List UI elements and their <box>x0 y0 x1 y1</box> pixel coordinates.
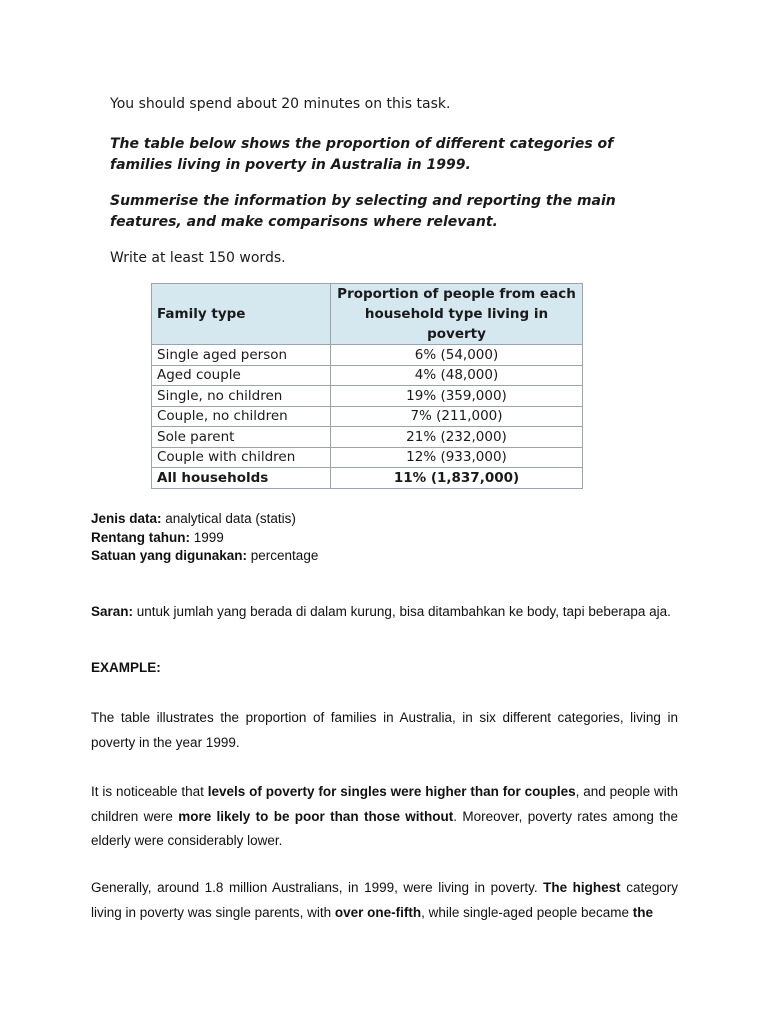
saran-label: Saran: <box>91 604 134 619</box>
table-row <box>152 365 583 386</box>
header-family-type: Family type <box>152 284 331 345</box>
rentang-tahun-label: Rentang tahun: <box>91 529 190 545</box>
task-intro: You should spend about 20 minutes on this task. <box>110 96 451 112</box>
table-total-row <box>152 468 583 489</box>
task-prompt: The table below shows the proportion of different categories of families living in poverty in Australia in 1999. <box>110 136 614 173</box>
bold-run: over one-fifth <box>334 904 422 920</box>
satuan-line <box>91 547 318 566</box>
saran-text: untuk jumlah yang berada di dalam kurung, bisa ditambahkan ke body, tapi beberapa aja. <box>133 604 671 619</box>
bold-run: The highest <box>543 880 621 895</box>
example-paragraph-3 <box>91 876 678 925</box>
text-run: . Moreover, poverty rates among the elderly were considerably lower. <box>91 808 679 848</box>
example-heading: EXAMPLE: <box>91 660 161 675</box>
text-run: It is noticeable that <box>91 784 208 799</box>
saran-note <box>91 601 678 623</box>
family-type-cell: Single, no children <box>152 386 331 407</box>
proportion-cell: 7% (211,000) <box>331 406 583 427</box>
family-type-cell: Couple with children <box>152 447 331 468</box>
proportion-cell: 12% (933,000) <box>331 447 583 468</box>
table-row <box>152 386 583 407</box>
example-paragraph-2 <box>91 780 678 854</box>
proportion-cell: 4% (48,000) <box>331 365 583 386</box>
text-run: category living in poverty was single parents, with <box>91 880 678 920</box>
rentang-tahun-value: 1999 <box>190 529 224 545</box>
proportion-cell: 11% (1,837,000) <box>331 468 583 489</box>
family-type-cell: Couple, no children <box>152 406 331 427</box>
jenis-data-line <box>91 510 318 529</box>
proportion-cell: 21% (232,000) <box>331 427 583 448</box>
data-info <box>91 510 318 566</box>
satuan-label: Satuan yang digunakan: <box>91 548 248 563</box>
table-row <box>152 345 583 366</box>
family-type-cell: All households <box>152 468 331 489</box>
task-word-count: Write at least 150 words. <box>110 250 286 266</box>
family-type-cell: Single aged person <box>152 345 331 366</box>
bold-run: the <box>632 904 654 920</box>
family-type-cell: Aged couple <box>152 365 331 386</box>
table-header-row <box>152 284 583 345</box>
table-row <box>152 406 583 427</box>
jenis-data-value: analytical data (statis) <box>161 511 296 526</box>
example-paragraph-1: The table illustrates the proportion of families in Australia, in six different categories, living in poverty in the year 1999. <box>91 710 678 750</box>
text-run: , while single-aged people became <box>421 904 633 920</box>
bold-run: levels of poverty for singles were higher than for couples <box>207 784 576 799</box>
table-row <box>152 447 583 468</box>
text-run: , and people with children were <box>91 784 678 824</box>
family-type-cell: Sole parent <box>152 427 331 448</box>
proportion-cell: 19% (359,000) <box>331 386 583 407</box>
satuan-value: percentage <box>247 548 319 563</box>
task-instruction: Summerise the information by selecting and reporting the main features, and make comparisons where relevant. <box>110 193 616 230</box>
bold-run: more likely to be poor than those without <box>178 808 454 824</box>
proportion-cell: 6% (54,000) <box>331 345 583 366</box>
text-run: Generally, around 1.8 million Australians, in 1999, were living in poverty. <box>91 880 544 895</box>
header-proportion: Proportion of people from each household type living in poverty <box>331 284 583 345</box>
jenis-data-label: Jenis data: <box>91 511 162 526</box>
rentang-tahun-line <box>91 529 318 548</box>
table-row <box>152 427 583 448</box>
poverty-table <box>151 283 583 489</box>
